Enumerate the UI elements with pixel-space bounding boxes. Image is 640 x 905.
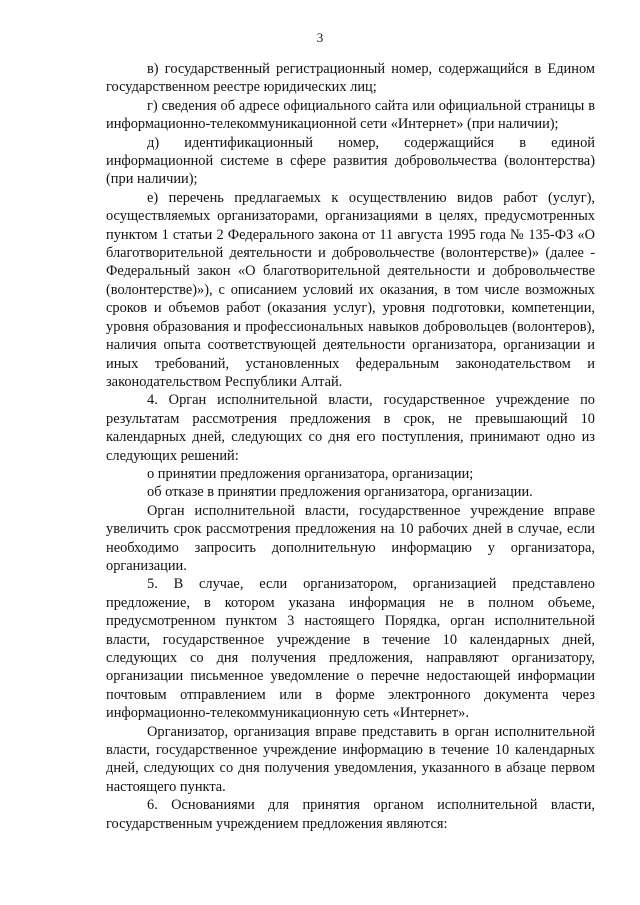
paragraph: 4. Орган исполнительной власти, государственное учреждение по результатам рассмотрения предложения в срок, не превышающий 10 календарных дней, следующих со дня его поступления, принимают одно из следующих решений: <box>106 392 595 464</box>
document-body <box>106 60 595 833</box>
paragraph: Орган исполнительной власти, государственное учреждение вправе увеличить срок рассмотрения предложения на 10 рабочих дней в случае, если необходимо запросить дополнительную информацию у организатора, организации. <box>106 502 595 574</box>
paragraph: Организатор, организация вправе представить в орган исполнительной власти, государственное учреждение информацию в течение 10 календарных дней, следующих со дня получения уведомления, указанного в абзаце первом настоящего пункта. <box>106 723 595 795</box>
paragraph: г) сведения об адресе официального сайта или официальной страницы в информационно-телекоммуникационной сети «Интернет» (при наличии); <box>106 97 595 133</box>
paragraph: е) перечень предлагаемых к осуществлению видов работ (услуг), осуществляемых организаторами, организациями в целях, предусмотренных пунктом 1 статьи 2 Федерального закона от 11 августа 1995 года № 135-ФЗ «О благотворительной деятельности и добровольчестве (волонтерстве)» (далее - Федеральный закон «О благотворительной деятельности и добровольчестве (волонтерстве)»), с описанием условий их оказания, в том числе возможных сроков и объемов работ (оказания услуг), уровня подготовки, компетенции, уровня образования и профессиональных навыков добровольцев (волонтеров), наличия опыта соответствующей деятельности организатора, организации и иных требований, установленных федеральным законодательством и законодательством Республики Алтай. <box>106 189 595 390</box>
paragraph: д) идентификационный номер, содержащийся в единой информационной системе в сфере развития добровольчества (волонтерства) (при наличии); <box>106 134 595 188</box>
page-number: 3 <box>316 30 324 45</box>
paragraph: в) государственный регистрационный номер, содержащийся в Едином государственном реестре юридических лиц; <box>106 61 595 96</box>
paragraph: о принятии предложения организатора, организации; <box>147 465 474 482</box>
paragraph: об отказе в принятии предложения организатора, организации. <box>147 484 533 501</box>
paragraph: 6. Основаниями для принятия органом исполнительной власти, государственным учреждением предложения являются: <box>106 797 595 832</box>
paragraph: 5. В случае, если организатором, организацией представлено предложение, в котором указана информация не в полном объеме, предусмотренном пунктом 3 настоящего Порядка, орган исполнительной власти, государственное учреждение в течение 10 календарных дней, следующих со дня получения предложения, направляют организатору, организации письменное уведомление о перечне недостающей информации почтовым отправлением или в форме электронного документа через информационно-телекоммуникационную сеть «Интернет». <box>106 576 595 722</box>
